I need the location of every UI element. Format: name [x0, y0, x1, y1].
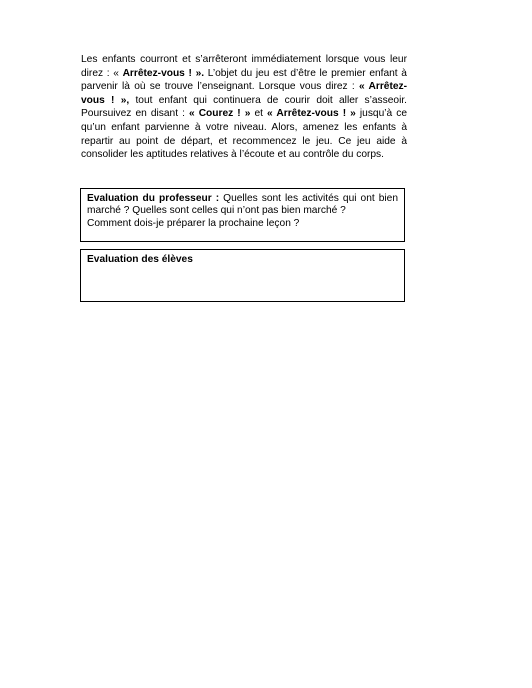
- student-evaluation-heading: Evaluation des élèves: [87, 254, 193, 265]
- instructions-paragraph: [81, 53, 407, 162]
- intro-emphasis-run: « Courez ! »: [188, 108, 251, 120]
- intro-text-3: tout enfant qui continuera de courir doit aller s’asseoir. Poursuivez en disant :: [81, 94, 407, 120]
- intro-text-2: L’objet du jeu est d’être le premier enfant à parvenir là où se trouve l’enseignant. Lorsque vous direz :: [81, 67, 407, 93]
- intro-text-5: jusqu’à ce qu’un enfant parvienne à votre niveau. Alors, amenez les enfants à repartir au point de départ, et recommencez le jeu. Ce jeu aide à consolider les aptitudes relatives à l’écoute et au contrôle du corps.: [81, 108, 407, 161]
- teacher-evaluation-heading: Evaluation du professeur :: [87, 193, 220, 204]
- teacher-evaluation-box: [80, 188, 405, 242]
- student-evaluation-box: [80, 249, 405, 302]
- teacher-evaluation-line-1: Quelles sont les activités qui ont bien marché ? Quelles sont celles qui n’ont pas bien marché ?: [87, 193, 398, 217]
- teacher-evaluation-question: [87, 193, 398, 218]
- intro-emphasis-stop-1: Arrêtez-vous ! ».: [122, 67, 205, 79]
- intro-emphasis-stop-3: « Arrêtez-vous ! »: [267, 108, 356, 120]
- teacher-evaluation-line-2: Comment dois-je préparer la prochaine leçon ?: [87, 217, 300, 229]
- intro-text-1: Les enfants courront et s’arrêteront immédiatement lorsque vous leur direz : «: [81, 54, 407, 79]
- intro-text-4: et: [254, 108, 263, 120]
- intro-emphasis-stop-2: « Arrêtez-vous ! »,: [81, 81, 407, 106]
